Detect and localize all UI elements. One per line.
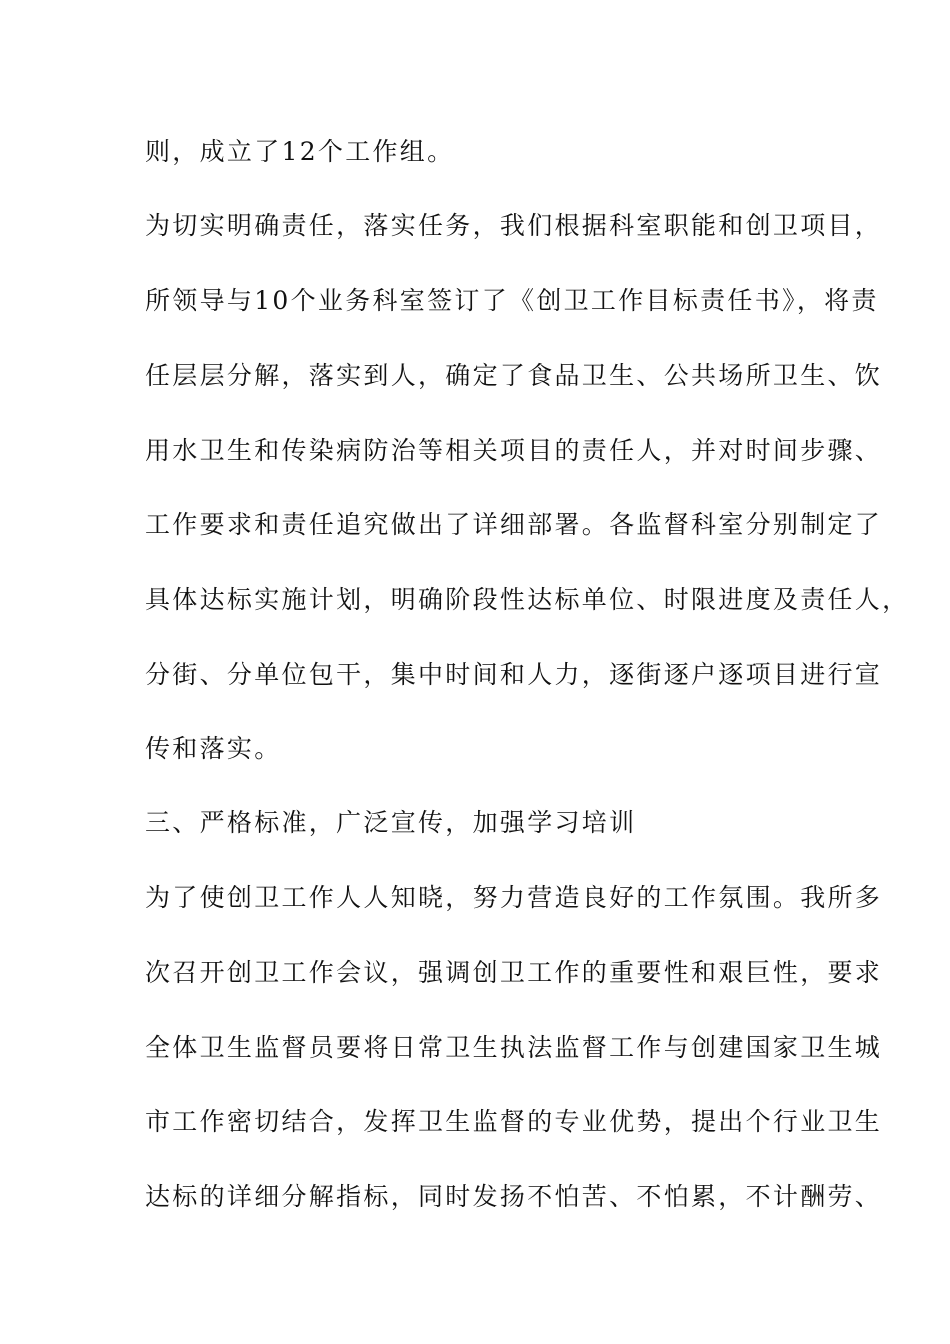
section-heading: 三、严格标准，广泛宣传，加强学习培训 [145, 808, 637, 837]
text-line-13: 全体卫生监督员要将日常卫生执法监督工作与创建国家卫生城 [145, 1033, 883, 1062]
text-line-7: 具体达标实施计划，明确阶段性达标单位、时限进度及责任人， [145, 585, 910, 614]
text-line-4: 任层层分解，落实到人，确定了食品卫生、公共场所卫生、饮 [145, 361, 883, 390]
text-line-12: 次召开创卫工作会议，强调创卫工作的重要性和艰巨性，要求 [145, 958, 883, 987]
text-line-2: 为切实明确责任，落实任务，我们根据科室职能和创卫项目， [145, 211, 883, 240]
text-line-3: 所领导与10个业务科室签订了《创卫工作目标责任书》，将责 [145, 286, 879, 315]
text-line-15: 达标的详细分解指标，同时发扬不怕苦、不怕累，不计酬劳、 [145, 1182, 883, 1211]
text-line-11: 为了使创卫工作人人知晓，努力营造良好的工作氛围。我所多 [145, 883, 883, 912]
text-line-1: 则，成立了12个工作组。 [145, 137, 455, 166]
text-line-8: 分街、分单位包干，集中时间和人力，逐街逐户逐项目进行宣 [145, 660, 883, 689]
text-line-14: 市工作密切结合，发挥卫生监督的专业优势，提出个行业卫生 [145, 1107, 883, 1136]
text-line-5: 用水卫生和传染病防治等相关项目的责任人，并对时间步骤、 [145, 436, 883, 465]
text-line-6: 工作要求和责任追究做出了详细部署。各监督科室分别制定了 [145, 510, 883, 539]
text-line-9: 传和落实。 [145, 734, 282, 763]
